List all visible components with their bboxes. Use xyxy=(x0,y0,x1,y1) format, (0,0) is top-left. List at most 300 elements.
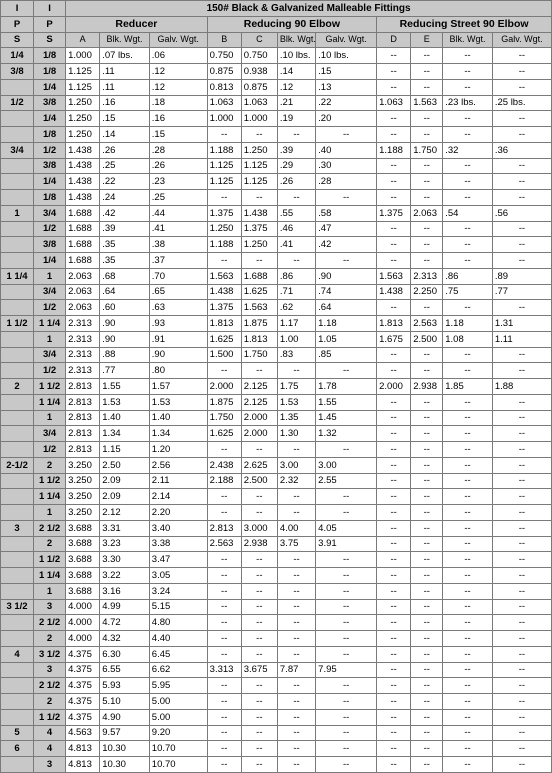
cell-dim-c: -- xyxy=(241,505,277,521)
cell-street-blk-wgt: -- xyxy=(443,520,493,536)
cell-dim-e: -- xyxy=(411,725,443,741)
subheader-reducer-galv-wgt: Galv. Wgt. xyxy=(149,32,207,48)
cell-elbow-blk-wgt: 1.53 xyxy=(277,394,315,410)
cell-street-galv-wgt: -- xyxy=(492,457,551,473)
cell-reduced-size: 3/4 xyxy=(34,284,66,300)
cell-elbow-galv-wgt: -- xyxy=(316,741,377,757)
cell-dim-d: -- xyxy=(377,394,411,410)
cell-street-galv-wgt: -- xyxy=(492,426,551,442)
cell-dim-c: -- xyxy=(241,568,277,584)
cell-street-blk-wgt: -- xyxy=(443,725,493,741)
cell-dim-b: 1.625 xyxy=(207,426,241,442)
cell-dim-d: -- xyxy=(377,48,411,64)
cell-reduced-size: 4 xyxy=(34,741,66,757)
cell-reducer-galv-wgt: .23 xyxy=(149,174,207,190)
cell-elbow-blk-wgt: -- xyxy=(277,190,315,206)
table-row xyxy=(1,253,552,269)
cell-dim-d: -- xyxy=(377,741,411,757)
cell-dim-b: 1.875 xyxy=(207,394,241,410)
cell-reducer-blk-wgt: 6.30 xyxy=(100,646,150,662)
cell-dim-b: -- xyxy=(207,709,241,725)
cell-dim-b: 1.563 xyxy=(207,268,241,284)
cell-reducer-galv-wgt: 10.70 xyxy=(149,757,207,773)
table-row xyxy=(1,457,552,473)
cell-elbow-blk-wgt: .21 xyxy=(277,95,315,111)
cell-dim-d: -- xyxy=(377,79,411,95)
cell-dim-a: 3.688 xyxy=(66,568,100,584)
cell-elbow-blk-wgt: .19 xyxy=(277,111,315,127)
cell-reducer-blk-wgt: 2.12 xyxy=(100,505,150,521)
cell-elbow-galv-wgt: .58 xyxy=(316,205,377,221)
cell-dim-a: 3.250 xyxy=(66,505,100,521)
cell-reduced-size: 1 1/2 xyxy=(34,473,66,489)
cell-ips-size xyxy=(1,237,34,253)
cell-elbow-blk-wgt: .29 xyxy=(277,158,315,174)
cell-street-blk-wgt: .86 xyxy=(443,268,493,284)
table-row xyxy=(1,442,552,458)
cell-ips-size: 1 xyxy=(1,205,34,221)
cell-reduced-size: 2 xyxy=(34,536,66,552)
cell-elbow-blk-wgt: -- xyxy=(277,599,315,615)
cell-elbow-blk-wgt: -- xyxy=(277,646,315,662)
cell-dim-e: -- xyxy=(411,678,443,694)
cell-reducer-blk-wgt: 4.90 xyxy=(100,709,150,725)
cell-dim-c: 2.625 xyxy=(241,457,277,473)
cell-street-galv-wgt: 1.31 xyxy=(492,316,551,332)
cell-dim-b: -- xyxy=(207,583,241,599)
cell-street-galv-wgt: -- xyxy=(492,552,551,568)
cell-elbow-blk-wgt: .86 xyxy=(277,268,315,284)
cell-dim-d: -- xyxy=(377,536,411,552)
cell-dim-e: -- xyxy=(411,631,443,647)
cell-elbow-galv-wgt: .28 xyxy=(316,174,377,190)
cell-dim-e: 2.313 xyxy=(411,268,443,284)
cell-elbow-galv-wgt: -- xyxy=(316,757,377,773)
cell-reducer-blk-wgt: 10.30 xyxy=(100,757,150,773)
cell-dim-a: 1.125 xyxy=(66,64,100,80)
cell-street-galv-wgt: 1.11 xyxy=(492,331,551,347)
cell-ips-size xyxy=(1,347,34,363)
cell-dim-a: 2.813 xyxy=(66,442,100,458)
cell-dim-d: -- xyxy=(377,552,411,568)
cell-dim-e: -- xyxy=(411,363,443,379)
cell-street-galv-wgt: -- xyxy=(492,694,551,710)
cell-reducer-blk-wgt: .35 xyxy=(100,253,150,269)
cell-reducer-blk-wgt: .16 xyxy=(100,95,150,111)
cell-dim-d: 2.000 xyxy=(377,379,411,395)
cell-dim-c: 2.000 xyxy=(241,426,277,442)
cell-dim-c: -- xyxy=(241,363,277,379)
cell-reduced-size: 3 xyxy=(34,662,66,678)
cell-street-galv-wgt: -- xyxy=(492,347,551,363)
cell-street-galv-wgt: -- xyxy=(492,662,551,678)
cell-street-blk-wgt: -- xyxy=(443,127,493,143)
cell-dim-d: -- xyxy=(377,757,411,773)
cell-elbow-blk-wgt: .41 xyxy=(277,237,315,253)
cell-ips-size xyxy=(1,694,34,710)
cell-reduced-size: 3/4 xyxy=(34,205,66,221)
cell-ips-size: 4 xyxy=(1,646,34,662)
cell-reducer-galv-wgt: .25 xyxy=(149,190,207,206)
cell-dim-a: 1.688 xyxy=(66,221,100,237)
table-row xyxy=(1,79,552,95)
cell-elbow-blk-wgt: .46 xyxy=(277,221,315,237)
cell-elbow-blk-wgt: -- xyxy=(277,694,315,710)
cell-elbow-blk-wgt: -- xyxy=(277,505,315,521)
cell-dim-a: 3.688 xyxy=(66,520,100,536)
cell-dim-e: 2.250 xyxy=(411,284,443,300)
cell-dim-b: 1.500 xyxy=(207,347,241,363)
cell-street-galv-wgt: -- xyxy=(492,410,551,426)
cell-dim-e: 2.563 xyxy=(411,316,443,332)
ips-header-p-2: P xyxy=(34,16,66,32)
table-row xyxy=(1,757,552,773)
cell-street-blk-wgt: .75 xyxy=(443,284,493,300)
cell-reducer-galv-wgt: 6.62 xyxy=(149,662,207,678)
cell-ips-size xyxy=(1,489,34,505)
cell-dim-b: -- xyxy=(207,127,241,143)
cell-reduced-size: 1 xyxy=(34,410,66,426)
cell-street-galv-wgt: -- xyxy=(492,127,551,143)
cell-ips-size: 2 xyxy=(1,379,34,395)
cell-reducer-galv-wgt: .12 xyxy=(149,79,207,95)
cell-dim-a: 4.375 xyxy=(66,646,100,662)
cell-dim-c: 1.750 xyxy=(241,347,277,363)
table-row xyxy=(1,394,552,410)
table-row xyxy=(1,205,552,221)
cell-dim-e: -- xyxy=(411,111,443,127)
cell-dim-a: 4.813 xyxy=(66,757,100,773)
subheader-d: D xyxy=(377,32,411,48)
cell-street-blk-wgt: -- xyxy=(443,457,493,473)
cell-street-galv-wgt: -- xyxy=(492,599,551,615)
cell-street-galv-wgt: -- xyxy=(492,64,551,80)
table-row xyxy=(1,111,552,127)
cell-reducer-blk-wgt: 2.09 xyxy=(100,489,150,505)
cell-elbow-galv-wgt: 1.18 xyxy=(316,316,377,332)
cell-elbow-galv-wgt: -- xyxy=(316,615,377,631)
cell-reducer-blk-wgt: 5.93 xyxy=(100,678,150,694)
cell-elbow-galv-wgt: -- xyxy=(316,725,377,741)
cell-ips-size xyxy=(1,253,34,269)
cell-dim-e: -- xyxy=(411,552,443,568)
cell-street-galv-wgt: -- xyxy=(492,489,551,505)
subheader-a: A xyxy=(66,32,100,48)
cell-reduced-size: 1 1/4 xyxy=(34,489,66,505)
cell-reduced-size: 3/8 xyxy=(34,95,66,111)
cell-elbow-blk-wgt: -- xyxy=(277,678,315,694)
cell-reduced-size: 3/4 xyxy=(34,426,66,442)
cell-elbow-blk-wgt: -- xyxy=(277,568,315,584)
cell-elbow-galv-wgt: -- xyxy=(316,505,377,521)
cell-reducer-galv-wgt: .26 xyxy=(149,158,207,174)
cell-dim-e: -- xyxy=(411,741,443,757)
cell-street-galv-wgt: .89 xyxy=(492,268,551,284)
cell-dim-a: 4.813 xyxy=(66,741,100,757)
cell-elbow-galv-wgt: .42 xyxy=(316,237,377,253)
cell-reducer-galv-wgt: 1.57 xyxy=(149,379,207,395)
cell-elbow-blk-wgt: -- xyxy=(277,725,315,741)
cell-reducer-galv-wgt: 9.20 xyxy=(149,725,207,741)
table-row xyxy=(1,489,552,505)
table-row xyxy=(1,127,552,143)
cell-dim-e: -- xyxy=(411,127,443,143)
cell-ips-size: 1/4 xyxy=(1,48,34,64)
cell-elbow-galv-wgt: -- xyxy=(316,489,377,505)
cell-reduced-size: 2 xyxy=(34,694,66,710)
cell-ips-size xyxy=(1,331,34,347)
cell-dim-b: 1.125 xyxy=(207,174,241,190)
cell-reducer-galv-wgt: .38 xyxy=(149,237,207,253)
cell-elbow-blk-wgt: .12 xyxy=(277,79,315,95)
cell-ips-size xyxy=(1,174,34,190)
cell-elbow-galv-wgt: .47 xyxy=(316,221,377,237)
cell-dim-d: -- xyxy=(377,253,411,269)
cell-street-blk-wgt: 1.18 xyxy=(443,316,493,332)
cell-street-blk-wgt: -- xyxy=(443,111,493,127)
cell-reducer-blk-wgt: .15 xyxy=(100,111,150,127)
cell-elbow-blk-wgt: -- xyxy=(277,631,315,647)
cell-dim-a: 2.063 xyxy=(66,284,100,300)
cell-reducer-blk-wgt: 3.23 xyxy=(100,536,150,552)
cell-street-galv-wgt: -- xyxy=(492,158,551,174)
cell-dim-d: -- xyxy=(377,64,411,80)
cell-reducer-blk-wgt: 2.09 xyxy=(100,473,150,489)
cell-dim-d: -- xyxy=(377,473,411,489)
cell-dim-a: 2.313 xyxy=(66,347,100,363)
subheader-e: E xyxy=(411,32,443,48)
cell-ips-size xyxy=(1,127,34,143)
cell-street-blk-wgt: -- xyxy=(443,426,493,442)
cell-dim-e: -- xyxy=(411,237,443,253)
cell-dim-b: 1.375 xyxy=(207,300,241,316)
cell-elbow-galv-wgt: -- xyxy=(316,599,377,615)
cell-ips-size: 3/4 xyxy=(1,142,34,158)
cell-dim-a: 4.000 xyxy=(66,631,100,647)
cell-reducer-galv-wgt: 5.15 xyxy=(149,599,207,615)
cell-reducer-galv-wgt: 3.40 xyxy=(149,520,207,536)
cell-street-galv-wgt: -- xyxy=(492,631,551,647)
cell-reduced-size: 3/8 xyxy=(34,158,66,174)
cell-dim-a: 2.813 xyxy=(66,410,100,426)
cell-street-blk-wgt: -- xyxy=(443,505,493,521)
cell-dim-a: 1.438 xyxy=(66,142,100,158)
cell-street-galv-wgt: -- xyxy=(492,221,551,237)
cell-reducer-blk-wgt: .88 xyxy=(100,347,150,363)
ips-header-i-2: I xyxy=(34,1,66,17)
cell-elbow-galv-wgt: 1.05 xyxy=(316,331,377,347)
cell-elbow-galv-wgt: -- xyxy=(316,190,377,206)
cell-dim-d: 1.813 xyxy=(377,316,411,332)
cell-reducer-blk-wgt: 2.50 xyxy=(100,457,150,473)
cell-dim-a: 2.313 xyxy=(66,363,100,379)
cell-reducer-blk-wgt: 4.72 xyxy=(100,615,150,631)
cell-reducer-galv-wgt: 3.47 xyxy=(149,552,207,568)
cell-reducer-blk-wgt: 1.53 xyxy=(100,394,150,410)
cell-dim-d: -- xyxy=(377,678,411,694)
table-row xyxy=(1,725,552,741)
cell-elbow-galv-wgt: 3.00 xyxy=(316,457,377,473)
cell-elbow-blk-wgt: 1.30 xyxy=(277,426,315,442)
cell-reducer-blk-wgt: 10.30 xyxy=(100,741,150,757)
subheader-elbow-blk-wgt: Blk. Wgt. xyxy=(277,32,315,48)
cell-dim-b: 1.188 xyxy=(207,142,241,158)
cell-dim-b: -- xyxy=(207,725,241,741)
cell-ips-size: 2-1/2 xyxy=(1,457,34,473)
cell-dim-a: 2.813 xyxy=(66,426,100,442)
cell-reduced-size: 1 1/2 xyxy=(34,552,66,568)
cell-reducer-galv-wgt: 4.80 xyxy=(149,615,207,631)
cell-dim-c: 1.063 xyxy=(241,95,277,111)
cell-reduced-size: 1 xyxy=(34,268,66,284)
table-row xyxy=(1,221,552,237)
cell-dim-d: -- xyxy=(377,174,411,190)
cell-dim-a: 3.688 xyxy=(66,552,100,568)
cell-elbow-blk-wgt: .71 xyxy=(277,284,315,300)
cell-ips-size xyxy=(1,158,34,174)
cell-street-blk-wgt: 1.85 xyxy=(443,379,493,395)
cell-elbow-galv-wgt: 1.78 xyxy=(316,379,377,395)
cell-street-blk-wgt: -- xyxy=(443,237,493,253)
cell-dim-b: -- xyxy=(207,442,241,458)
cell-street-blk-wgt: -- xyxy=(443,757,493,773)
cell-street-galv-wgt: -- xyxy=(492,678,551,694)
cell-elbow-blk-wgt: 4.00 xyxy=(277,520,315,536)
cell-dim-d: -- xyxy=(377,347,411,363)
cell-dim-e: -- xyxy=(411,615,443,631)
cell-reducer-galv-wgt: .28 xyxy=(149,142,207,158)
cell-street-galv-wgt: .36 xyxy=(492,142,551,158)
cell-dim-c: -- xyxy=(241,741,277,757)
table-row xyxy=(1,316,552,332)
cell-dim-c: -- xyxy=(241,709,277,725)
cell-elbow-galv-wgt: -- xyxy=(316,678,377,694)
cell-ips-size xyxy=(1,473,34,489)
cell-dim-d: -- xyxy=(377,300,411,316)
cell-street-galv-wgt: 1.88 xyxy=(492,379,551,395)
cell-street-blk-wgt: -- xyxy=(443,709,493,725)
cell-reduced-size: 1/4 xyxy=(34,79,66,95)
cell-elbow-galv-wgt: 7.95 xyxy=(316,662,377,678)
cell-street-blk-wgt: -- xyxy=(443,442,493,458)
cell-dim-d: -- xyxy=(377,410,411,426)
cell-dim-d: 1.188 xyxy=(377,142,411,158)
cell-reducer-galv-wgt: .37 xyxy=(149,253,207,269)
table-row xyxy=(1,379,552,395)
cell-reducer-blk-wgt: .77 xyxy=(100,363,150,379)
cell-dim-d: -- xyxy=(377,694,411,710)
cell-elbow-galv-wgt: -- xyxy=(316,568,377,584)
cell-reducer-blk-wgt: .11 xyxy=(100,64,150,80)
cell-dim-c: -- xyxy=(241,615,277,631)
cell-dim-d: -- xyxy=(377,127,411,143)
cell-ips-size xyxy=(1,678,34,694)
cell-dim-b: -- xyxy=(207,568,241,584)
cell-ips-size xyxy=(1,631,34,647)
cell-dim-c: -- xyxy=(241,694,277,710)
cell-reduced-size: 2 1/2 xyxy=(34,520,66,536)
cell-dim-e: -- xyxy=(411,253,443,269)
cell-ips-size xyxy=(1,79,34,95)
cell-dim-d: -- xyxy=(377,646,411,662)
cell-dim-d: -- xyxy=(377,662,411,678)
cell-street-blk-wgt: -- xyxy=(443,363,493,379)
cell-dim-b: 0.750 xyxy=(207,48,241,64)
cell-reducer-blk-wgt: .42 xyxy=(100,205,150,221)
subheader-street-galv-wgt: Galv. Wgt. xyxy=(492,32,551,48)
cell-dim-a: 2.063 xyxy=(66,268,100,284)
cell-reducer-blk-wgt: .90 xyxy=(100,316,150,332)
cell-dim-e: 2.500 xyxy=(411,331,443,347)
cell-elbow-galv-wgt: 1.32 xyxy=(316,426,377,442)
cell-dim-b: 2.563 xyxy=(207,536,241,552)
cell-dim-d: -- xyxy=(377,709,411,725)
table-row xyxy=(1,583,552,599)
cell-dim-b: 2.000 xyxy=(207,379,241,395)
cell-street-blk-wgt: -- xyxy=(443,646,493,662)
cell-reducer-blk-wgt: 1.55 xyxy=(100,379,150,395)
cell-dim-e: -- xyxy=(411,221,443,237)
cell-dim-a: 2.313 xyxy=(66,316,100,332)
cell-elbow-blk-wgt: 1.17 xyxy=(277,316,315,332)
cell-ips-size xyxy=(1,442,34,458)
cell-dim-b: 1.813 xyxy=(207,316,241,332)
cell-ips-size xyxy=(1,284,34,300)
table-row xyxy=(1,426,552,442)
cell-dim-d: -- xyxy=(377,520,411,536)
cell-dim-b: -- xyxy=(207,678,241,694)
cell-elbow-galv-wgt: .13 xyxy=(316,79,377,95)
cell-dim-a: 3.688 xyxy=(66,583,100,599)
cell-dim-e: 1.750 xyxy=(411,142,443,158)
cell-street-blk-wgt: -- xyxy=(443,662,493,678)
cell-street-blk-wgt: -- xyxy=(443,694,493,710)
cell-elbow-blk-wgt: -- xyxy=(277,363,315,379)
cell-elbow-galv-wgt: -- xyxy=(316,709,377,725)
cell-reduced-size: 1/8 xyxy=(34,64,66,80)
cell-reduced-size: 4 xyxy=(34,725,66,741)
cell-dim-a: 1.125 xyxy=(66,79,100,95)
cell-street-galv-wgt: -- xyxy=(492,725,551,741)
cell-street-galv-wgt: -- xyxy=(492,473,551,489)
cell-reducer-galv-wgt: 2.56 xyxy=(149,457,207,473)
cell-ips-size xyxy=(1,410,34,426)
cell-dim-c: 1.250 xyxy=(241,142,277,158)
cell-reducer-galv-wgt: .90 xyxy=(149,347,207,363)
cell-elbow-blk-wgt: -- xyxy=(277,583,315,599)
cell-dim-a: 1.688 xyxy=(66,253,100,269)
cell-elbow-galv-wgt: .15 xyxy=(316,64,377,80)
cell-dim-d: -- xyxy=(377,599,411,615)
table-row xyxy=(1,599,552,615)
cell-street-galv-wgt: -- xyxy=(492,174,551,190)
group-reducing-street-90-elbow: Reducing Street 90 Elbow xyxy=(377,16,552,32)
cell-dim-c: 1.813 xyxy=(241,331,277,347)
cell-dim-b: -- xyxy=(207,363,241,379)
cell-reduced-size: 3 1/2 xyxy=(34,646,66,662)
cell-street-blk-wgt: -- xyxy=(443,489,493,505)
cell-reducer-galv-wgt: 1.40 xyxy=(149,410,207,426)
table-row xyxy=(1,694,552,710)
table-row xyxy=(1,64,552,80)
subheader-c: C xyxy=(241,32,277,48)
cell-ips-size xyxy=(1,615,34,631)
cell-street-galv-wgt: -- xyxy=(492,111,551,127)
cell-dim-e: -- xyxy=(411,583,443,599)
table-row xyxy=(1,347,552,363)
cell-dim-e: 2.063 xyxy=(411,205,443,221)
cell-elbow-blk-wgt: .26 xyxy=(277,174,315,190)
